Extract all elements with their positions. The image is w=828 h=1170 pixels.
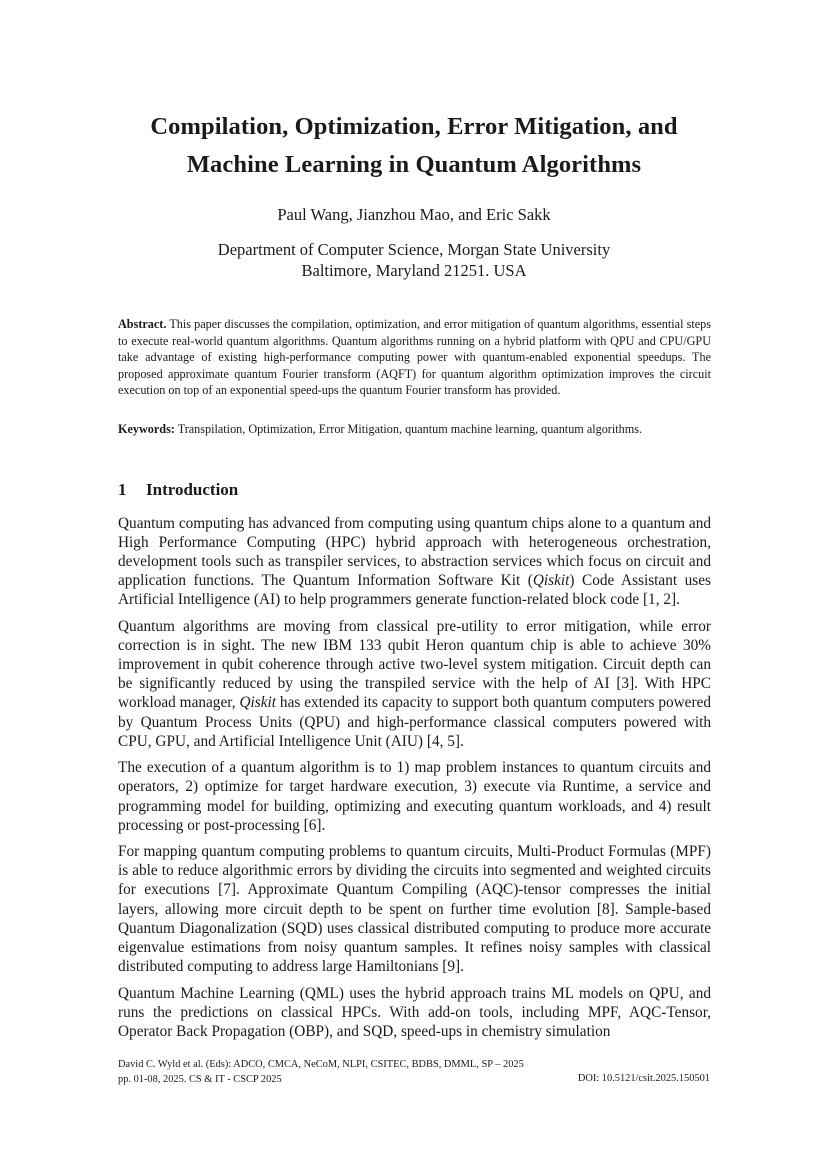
footer-citation (118, 1058, 524, 1087)
paragraph-2-text-a: Quantum algorithms are moving from classical pre-utility to error mitigation, while error correction is in sight. The new IBM 133 qubit Heron quantum chip is able to achieve 30% improvement in qubit coherence through active two-level system mitigation. Circuit depth can be significantly reduced by using the transpiled service with the help of AI [3]. With HPC workload manager, (118, 618, 711, 712)
paper-title-line-1: Compilation, Optimization, Error Mitigation, and (150, 113, 678, 140)
paper-title (60, 108, 768, 184)
qiskit-term: Qiskit (239, 694, 277, 712)
section-number: 1 (118, 480, 127, 499)
affiliation-line-1: Department of Computer Science, Morgan State University (217, 240, 611, 259)
footer-line-2: pp. 01-08, 2025. CS & IT - CSCP 2025 (118, 1073, 282, 1085)
paragraph-3: The execution of a quantum algorithm is to 1) map problem instances to quantum circuits and operators, 2) optimize for target hardware execution, 3) execute via Runtime, a service and programming model for building, optimizing and executing quantum workloads, and 4) result processing or post-processing [6]. (118, 759, 711, 834)
keywords-label: Keywords: (118, 422, 175, 436)
section-title: Introduction (146, 480, 239, 499)
paragraph-5: Quantum Machine Learning (QML) uses the hybrid approach trains ML models on QPU, and runs the predictions on classical HPCs. With add-on tools, including MPF, AQC-Tensor, Operator Back Propagation (OBP), and SQD, speed-ups in chemistry simulation (118, 984, 711, 1040)
paragraph-4: For mapping quantum computing problems to quantum circuits, Multi-Product Formulas (MPF) is able to reduce algorithmic errors by dividing the circuits into segmented and weighted circuits for executions [7]. Approximate Quantum Compiling (AQC)-tensor compresses the initial layers, allowing more circuit depth to be spent on further time evolution [8]. Sample-based Quantum Diagonalization (SQD) uses classical distributed computing to produce more accurate eigenvalue estimations from noisy quantum samples. It refines noisy samples with classical distributed computing to address large Hamiltonians [9]. (118, 843, 711, 975)
paragraph-1-text-b: ) Code Assistant uses Artificial Intelligence (AI) to help programmers generate function-related block code [1, 2]. (118, 572, 711, 609)
qiskit-term: Qiskit (532, 572, 570, 590)
abstract (118, 316, 711, 399)
affiliation (60, 239, 768, 281)
footer-doi: DOI: 10.5121/csit.2025.150501 (577, 1073, 710, 1084)
paragraph-1-text-a: Quantum computing has advanced from computing using quantum chips alone to a quantum and High Performance Computing (HPC) hybrid approach with heterogeneous orchestration, development tools such as transpiler services, to abstraction services which focus on circuit and application functions. The Quantum Information Software Kit ( (118, 515, 711, 590)
paragraph-2 (118, 617, 711, 751)
affiliation-line-2: Baltimore, Maryland 21251. USA (301, 261, 527, 280)
abstract-text: This paper discusses the compilation, optimization, and error mitigation of quantum algorithms, essential steps to execute real-world quantum algorithms. Quantum algorithms running on a hybrid platform with QPU and CPU/GPU take advantage of existing high-performance computing power with quantum-enabled exponential speedups. The proposed approximate quantum Fourier transform (AQFT) for quantum algorithm optimization improves the circuit execution on top of an exponential speed-ups the quantum Fourier transform has provided. (118, 317, 711, 398)
paragraph-2-text-b: has extended its capacity to support both quantum computers powered by Quantum Process Units (QPU) and high-performance classical computers powered with CPU, GPU, and Artificial Intelligence Unit (AIU) [4, 5]. (118, 694, 712, 750)
section-heading (118, 479, 238, 501)
paper-title-line-2: Machine Learning in Quantum Algorithms (186, 151, 642, 178)
keywords (118, 421, 711, 438)
author-list: Paul Wang, Jianzhou Mao, and Eric Sakk (277, 205, 551, 224)
keywords-text: Transpilation, Optimization, Error Mitigation, quantum machine learning, quantum algorithms. (177, 422, 642, 436)
footer-line-1: David C. Wyld et al. (Eds): ADCO, CMCA, NeCoM, NLPI, CSITEC, BDBS, DMML, SP – 2025 (118, 1059, 524, 1070)
paragraph-1 (118, 514, 711, 609)
abstract-label: Abstract. (118, 317, 167, 331)
section-body (118, 514, 711, 1048)
